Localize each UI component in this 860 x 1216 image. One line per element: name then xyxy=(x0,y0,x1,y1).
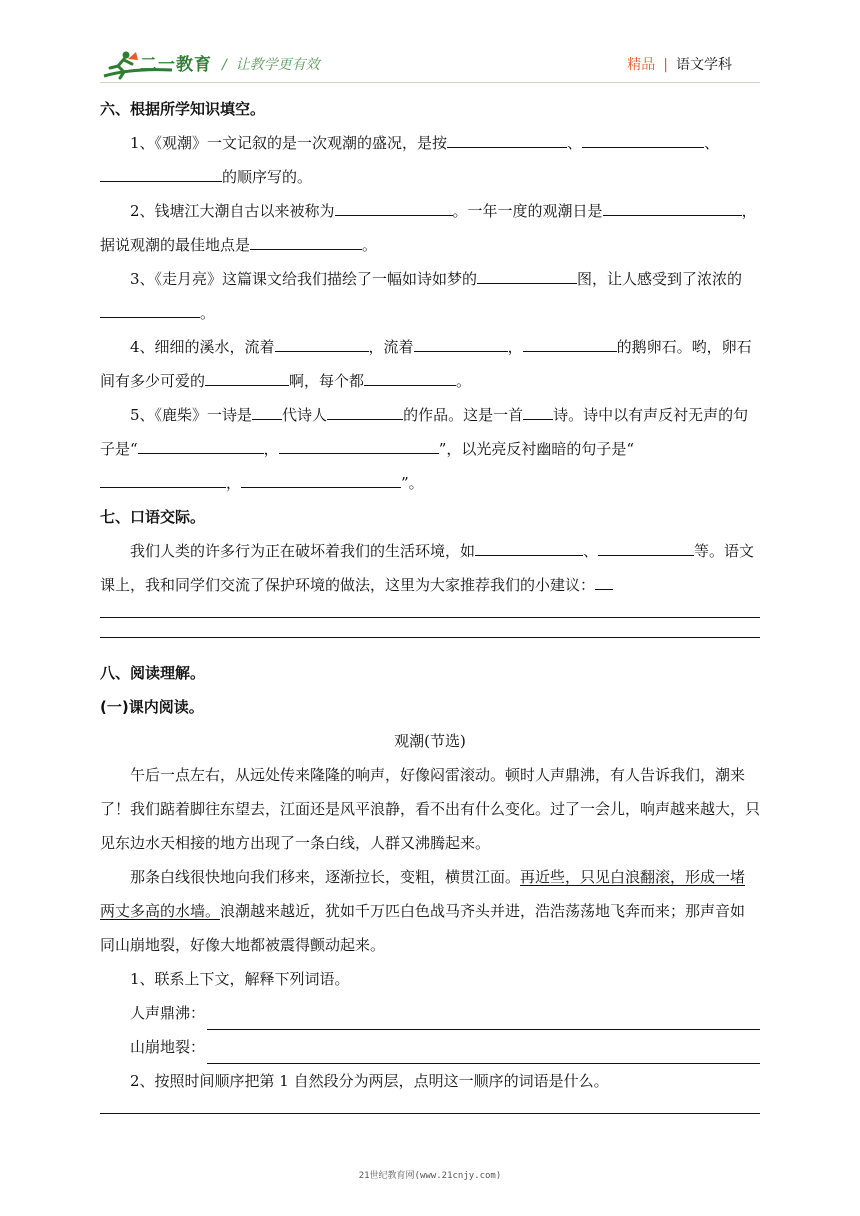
blank[interactable] xyxy=(603,199,698,216)
underlined-sentence: 再近些，只见白浪翻滚，形成一堵两丈多高的水墙。 xyxy=(100,868,746,920)
question-6-1: 1、《观潮》一文记叙的是一次观潮的盛况，是按 、 、的顺序写的。 xyxy=(100,126,760,194)
blank[interactable] xyxy=(241,471,401,488)
passage-title: 观潮(节选) xyxy=(394,732,466,750)
blank[interactable] xyxy=(100,471,226,488)
blank[interactable] xyxy=(100,165,222,182)
blank[interactable] xyxy=(335,199,453,216)
blank[interactable] xyxy=(250,233,362,250)
question-6-4: 4、细细的溪水，流着 ，流着 ， 的鹅卵石。哟，卵石间有多少可爱的 啊，每个都 。 xyxy=(100,330,760,398)
blank[interactable] xyxy=(447,131,567,148)
worksheet-content xyxy=(100,92,760,1132)
question-6-5: 5、《鹿柴》一诗是 代诗人 的作品。这是一首 诗。诗中以有声反衬无声的句子是“ ， ”，以光亮反衬幽暗的句子是“， ”。 xyxy=(100,398,760,500)
blank[interactable] xyxy=(598,539,694,556)
word-1-answer: 人声鼎沸： xyxy=(100,996,760,1030)
answer-line[interactable] xyxy=(100,1112,760,1114)
blank[interactable] xyxy=(475,539,583,556)
word-2-answer: 山崩地裂： xyxy=(100,1030,760,1064)
question-6-2: 2、钱塘江大潮自古以来被称为 。一年一度的观潮日是 ，据说观潮的最佳地点是 。 xyxy=(100,194,760,262)
blank[interactable] xyxy=(138,437,264,454)
blank[interactable] xyxy=(698,199,742,216)
passage-paragraph-2: 那条白线很快地向我们移来，逐渐拉长，变粗，横贯江面。再近些，只见白浪翻滚，形成一堵两丈多高的水墙。浪潮越来越近，犹如千万匹白色战马齐头并进，浩浩荡荡地飞奔而来；那声音如同山崩地裂，好像大地都被震得颤动起来。 xyxy=(100,868,746,954)
blank[interactable] xyxy=(595,573,613,590)
blank[interactable] xyxy=(327,403,403,420)
blank[interactable] xyxy=(523,403,553,420)
blank[interactable] xyxy=(414,335,508,352)
blank[interactable] xyxy=(252,403,282,420)
reading-question-1: 1、联系上下文，解释下列词语。 xyxy=(130,970,350,988)
blank[interactable] xyxy=(205,369,289,386)
blank[interactable] xyxy=(477,267,577,284)
blank[interactable] xyxy=(582,131,704,148)
passage-paragraph-1: 午后一点左右，从远处传来隆隆的响声，好像闷雷滚动。顿时人声鼎沸，有人告诉我们，潮来了！我们踮着脚往东望去，江面还是风平浪静，看不出有什么变化。过了一会儿，响声越来越大，只见东边水天相接的地方出现了一条白线，人群又沸腾起来。 xyxy=(100,766,761,852)
page-footer: 21世纪教育网(www.21cnjy.com) xyxy=(358,1171,502,1181)
header-right: 精品 | 语文学科 xyxy=(627,57,732,73)
page-header xyxy=(100,44,760,84)
blank[interactable] xyxy=(279,437,439,454)
answer-line[interactable] xyxy=(207,1041,760,1064)
premium-label: 精品 xyxy=(627,57,656,73)
subject-label: 语文学科 xyxy=(676,57,732,73)
section-8-subtitle: (一)课内阅读。 xyxy=(100,698,204,716)
section-8-title: 八、阅读理解。 xyxy=(100,664,206,682)
question-6-3: 3、《走月亮》这篇课文给我们描绘了一幅如诗如梦的 图，让人感受到了浓浓的。 xyxy=(100,262,760,330)
reading-question-2: 2、按照时间顺序把第 1 自然段分为两层，点明这一顺序的词语是什么。 xyxy=(130,1072,609,1090)
blank[interactable] xyxy=(523,335,617,352)
header-divider xyxy=(100,82,760,83)
section-7-text: 我们人类的许多行为正在破坏着我们的生活环境，如 、 等。语文课上，我和同学们交流了保护环境的做法，这里为大家推荐我们的小建议： xyxy=(100,534,760,602)
header-slogan: / 让教学更有效 xyxy=(222,57,320,73)
blank[interactable] xyxy=(275,335,369,352)
section-6-title: 六、根据所学知识填空。 xyxy=(100,100,266,118)
section-7-title: 七、口语交际。 xyxy=(100,508,206,526)
answer-line[interactable] xyxy=(207,1007,760,1030)
answer-line[interactable] xyxy=(100,636,760,638)
answer-line[interactable] xyxy=(100,616,760,618)
blank[interactable] xyxy=(364,369,456,386)
blank[interactable] xyxy=(100,301,200,318)
logo-text: 二一教育 xyxy=(140,55,212,75)
